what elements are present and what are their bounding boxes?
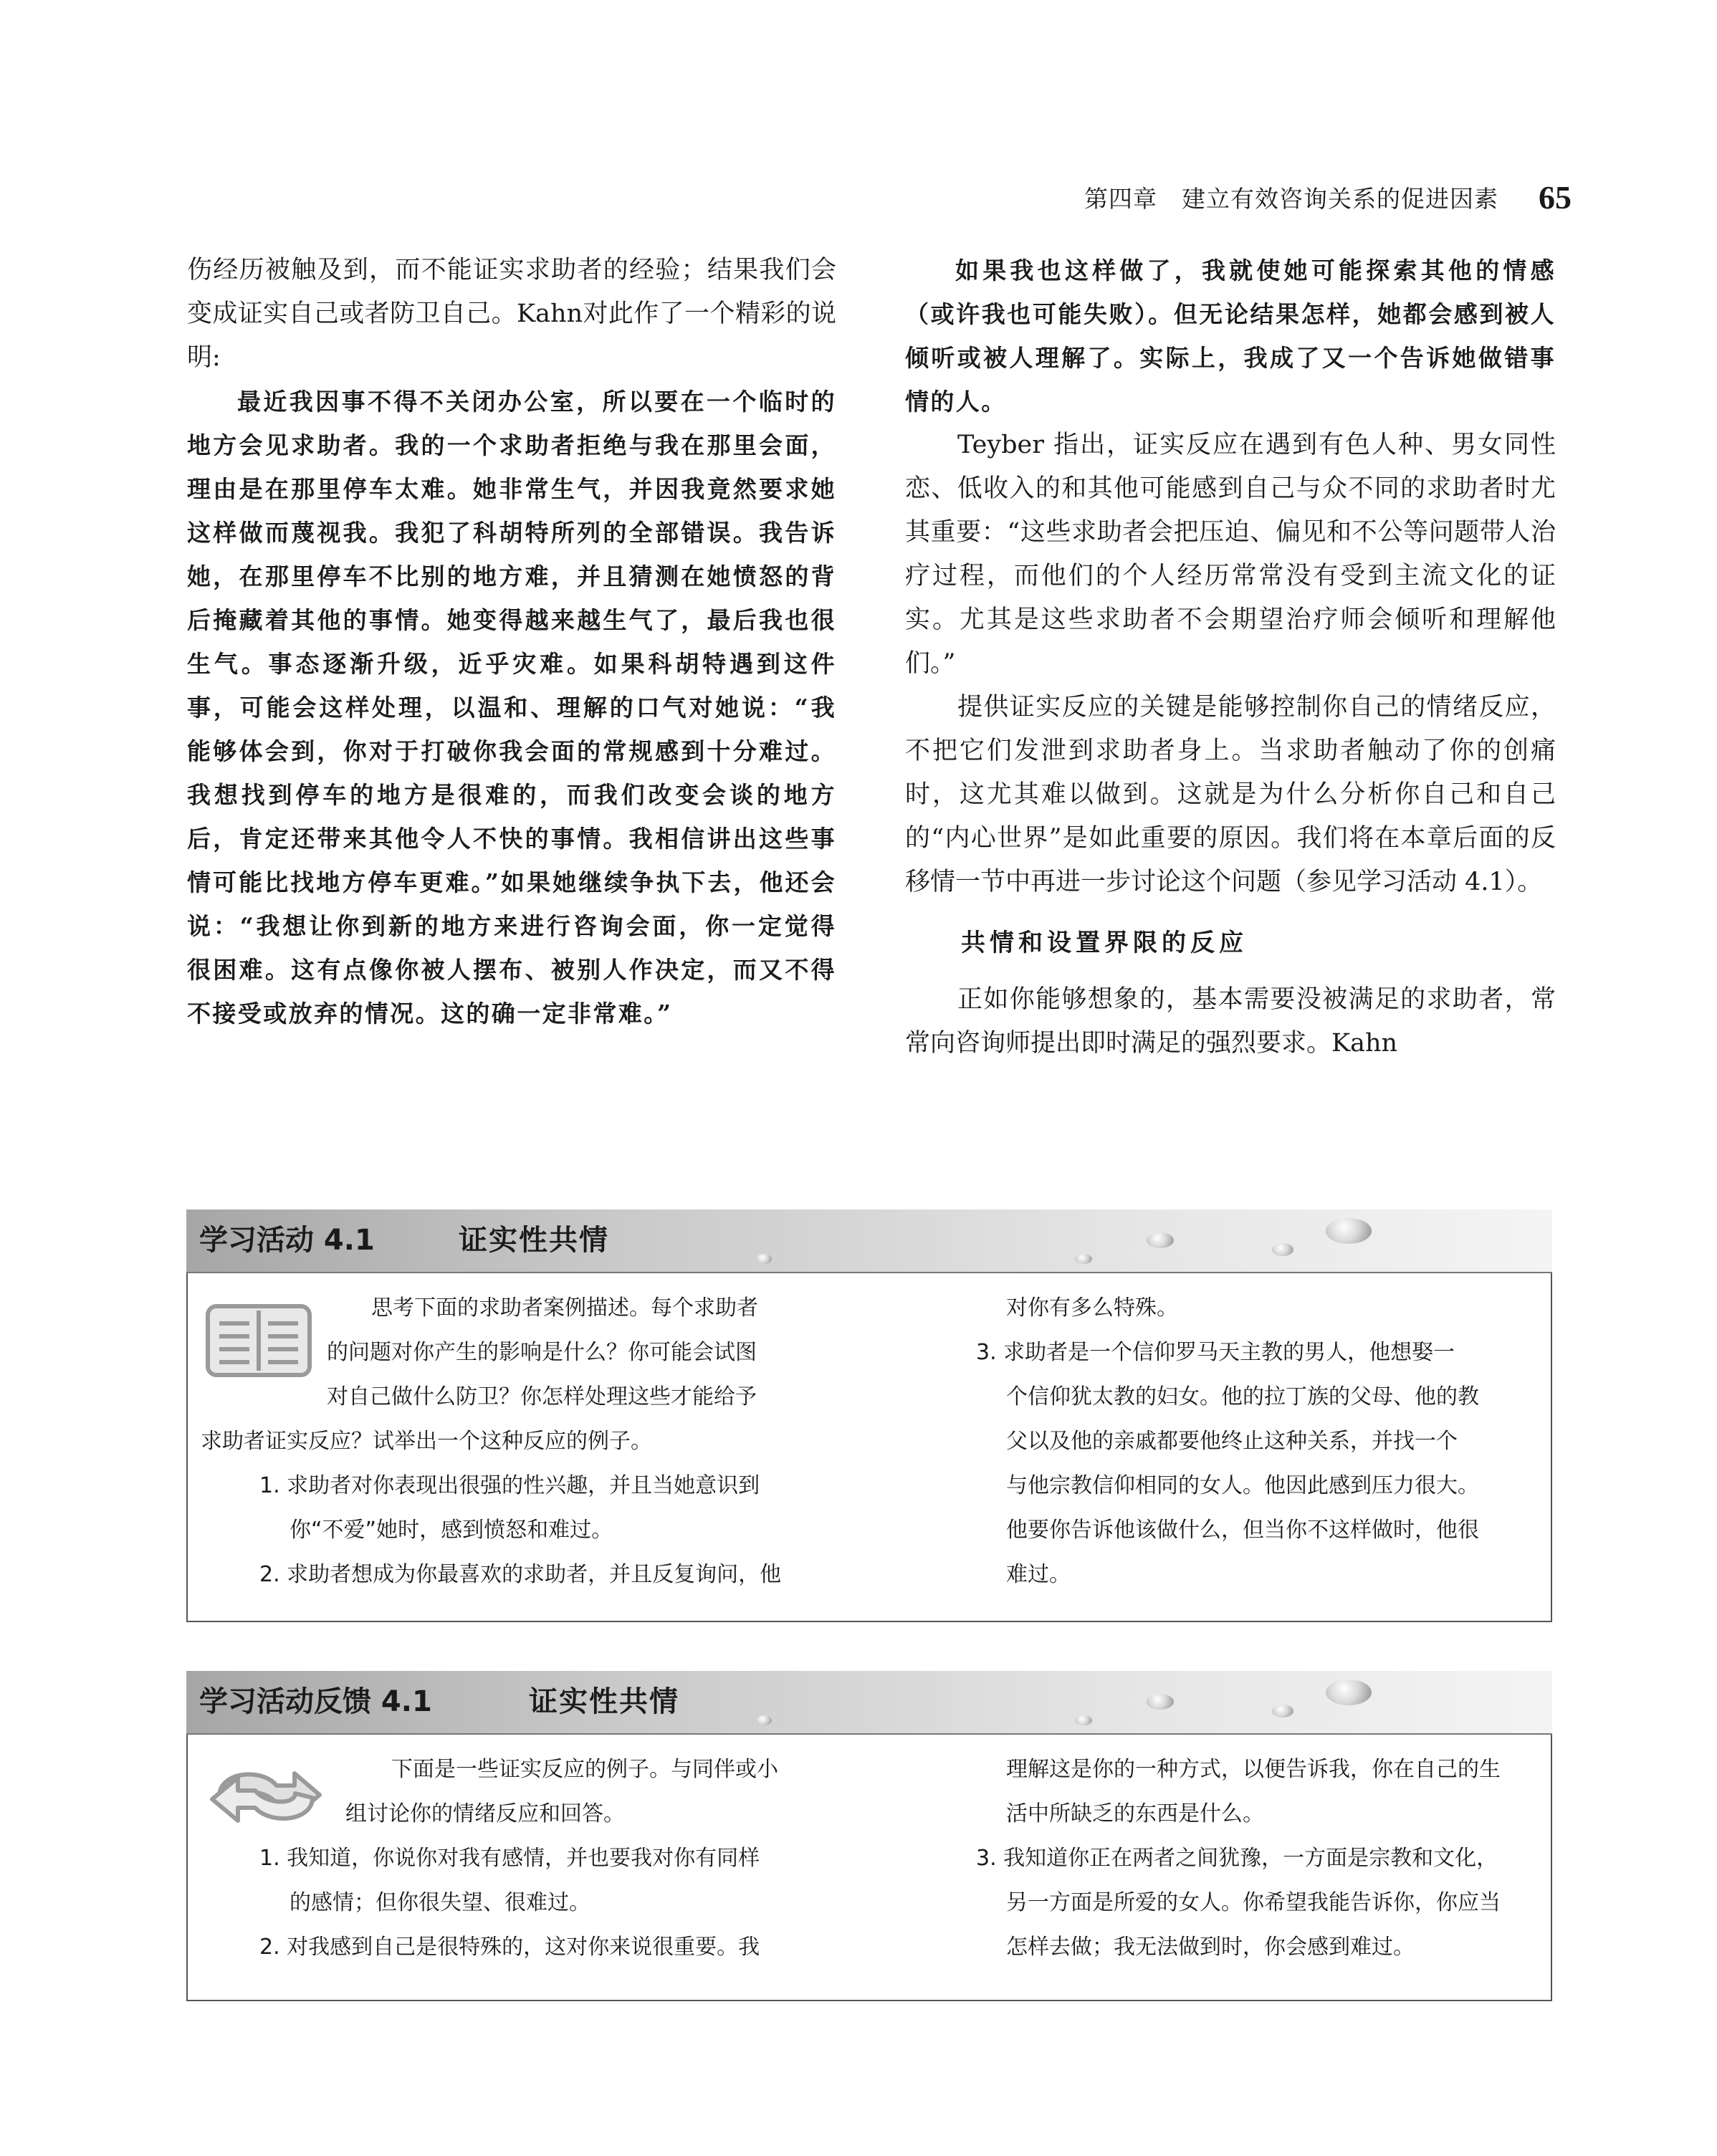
feedback-item-1-cont: 的感情；但你很失望、很难过。: [290, 1890, 590, 1915]
feedback-item-3-cont: 怎样去做；我无法做到时，你会感到难过。: [1006, 1935, 1415, 1960]
feedback-item-3: 3. 我知道你正在两者之间犹豫，一方面是宗教和文化，: [976, 1846, 1498, 1871]
activity-right-text: [976, 1286, 1549, 1597]
feedback-body: [186, 1735, 1552, 2001]
left-paragraph-1: 伤经历被触及到，而不能证实求助者的经验；结果我们会变成证实自己或者防卫自己。Kahn对此作了一个精彩的说明:: [187, 256, 836, 372]
decor-bead: [1326, 1218, 1372, 1244]
feedback-right-text: [976, 1748, 1549, 1970]
activity-intro-line: 思考下面的求助者案例描述。每个求助者: [371, 1295, 758, 1321]
feedback-item-1: 1. 我知道，你说你对我有感情，并也要我对你有同样: [259, 1846, 760, 1871]
learning-activity-box: [186, 1209, 1552, 1622]
decor-bead: [1326, 1680, 1372, 1705]
section-subheading: 共情和设置界限的反应: [961, 929, 1248, 957]
decor-bead: [756, 1254, 772, 1264]
feedback-item-3-cont: 另一方面是所爱的女人。你希望我能告诉你，你应当: [1006, 1890, 1501, 1915]
decor-bead: [1147, 1232, 1174, 1248]
activity-item-3-cont: 难过。: [1006, 1562, 1071, 1587]
feedback-item-2: 2. 对我感到自己是很特殊的，这对你来说很重要。我: [259, 1935, 760, 1960]
activity-item-1: 1. 求助者对你表现出很强的性兴趣，并且当她意识到: [259, 1473, 760, 1498]
activity-item-2: 2. 求助者想成为你最喜欢的求助者，并且反复询问，他: [259, 1562, 782, 1587]
chapter-title: 第四章 建立有效咨询关系的促进因素: [1084, 184, 1498, 213]
decor-bead: [1272, 1705, 1293, 1717]
feedback-header: [186, 1671, 1552, 1735]
right-column: [905, 249, 1556, 1065]
activity-intro-line: 求助者证实反应？试举出一个这种反应的例子。: [201, 1429, 652, 1454]
activity-left-text: [201, 1286, 846, 1597]
decor-bead: [1272, 1243, 1293, 1256]
feedback-box: [186, 1671, 1552, 2001]
feedback-label: 学习活动反馈 4.1: [199, 1685, 432, 1718]
learning-activity-body: [186, 1273, 1552, 1622]
decor-bead: [1147, 1694, 1174, 1710]
activity-item-3-cont: 他要你告诉他该做什么，但当你不这样做时，他很: [1006, 1518, 1479, 1543]
left-quote: 最近我因事不得不关闭办公室，所以要在一个临时的地方会见求助者。我的一个求助者拒绝与我在那里会面，理由是在那里停车太难。她非常生气，并因我竟然要求她这样做而蔑视我。我犯了科胡特所列的全部错误。我告诉她，在那里停车不比别的地方难，并且猜测在她愤怒的背后掩藏着其他的事情。她变得越来越生气了，最后我也很生气。事态逐渐升级，近乎灾难。如果科胡特遇到这件事，可能会这样处理，以温和、理解的口气对她说：“我能够体会到，你对于打破你我会面的常规感到十分难过。我想找到停车的地方是很难的，而我们改变会谈的地方后，肯定还带来其他令人不快的事情。我相信讲出这些事情可能比找地方停车更难。”如果她继续争执下去，他还会说：“我想让你到新的地方来进行咨询会面，你一定觉得很困难。这有点像你被人摆布、被别人作决定，而又不得不接受或放弃的情况。这的确一定非常难。”: [187, 388, 836, 1027]
activity-intro-line: 的问题对你产生的影响是什么？你可能会试图: [327, 1340, 757, 1365]
page-number: 65: [1539, 178, 1572, 216]
feedback-item-2-cont: 理解这是你的一种方式，以便告诉我，你在自己的生: [1006, 1757, 1501, 1782]
feedback-intro-line: 组讨论你的情绪反应和回答。: [345, 1801, 625, 1826]
left-column: [187, 249, 836, 1035]
right-paragraph-2: 提供证实反应的关键是能够控制你自己的情绪反应，不把它们发泄到求助者身上。当求助者触动了你的创痛时，这尤其难以做到。这就是为什么分析你自己和自己的“内心世界”是如此重要的原因。我们将在本章后面的反移情一节中再进一步讨论这个问题（参见学习活动 4.1）。: [905, 693, 1556, 896]
activity-intro-line: 对自己做什么防卫？你怎样处理这些才能给予: [327, 1384, 757, 1409]
activity-item-3-cont: 父以及他的亲戚都要他终止这种关系，并找一个: [1006, 1429, 1458, 1454]
activity-item-3-cont: 与他宗教信仰相同的女人。他因此感到压力很大。: [1006, 1473, 1479, 1498]
decor-bead: [1075, 1715, 1092, 1725]
feedback-left-text: [201, 1748, 846, 1970]
activity-item-3: 3. 求助者是一个信仰罗马天主教的男人，他想娶一: [976, 1340, 1455, 1365]
right-paragraph-3: 正如你能够想象的，基本需要没被满足的求助者，常常向咨询师提出即时满足的强烈要求。Kahn: [905, 985, 1556, 1058]
decor-bead: [1075, 1254, 1092, 1264]
activity-label: 学习活动 4.1: [199, 1224, 375, 1257]
page-header: [1007, 177, 1572, 217]
decor-bead: [756, 1715, 772, 1725]
right-quote: 如果我也这样做了，我就使她可能探索其他的情感（或许我也可能失败）。但无论结果怎样，她都会感到被人倾听或被人理解了。实际上，我成了又一个告诉她做错事情的人。: [905, 257, 1556, 416]
feedback-intro-line: 下面是一些证实反应的例子。与同伴或小: [391, 1757, 778, 1782]
activity-title: 证实性共情: [459, 1224, 609, 1257]
right-paragraph-1: Teyber 指出，证实反应在遇到有色人种、男女同性恋、低收入的和其他可能感到自己与众不同的求助者时尤其重要：“这些求助者会把压迫、偏见和不公等问题带人治疗过程，而他们的个人经历常常没有受到主流文化的证实。尤其是这些求助者不会期望治疗师会倾听和理解他们。”: [905, 431, 1556, 678]
feedback-title: 证实性共情: [529, 1685, 679, 1718]
learning-activity-header: [186, 1209, 1552, 1273]
feedback-item-2-cont: 活中所缺乏的东西是什么。: [1006, 1801, 1264, 1826]
activity-item-2-cont: 对你有多么特殊。: [1006, 1295, 1178, 1321]
activity-item-1-cont: 你“不爱”她时，感到愤怒和难过。: [290, 1518, 613, 1543]
activity-item-3-cont: 个信仰犹太教的妇女。他的拉丁族的父母、他的教: [1006, 1384, 1479, 1409]
